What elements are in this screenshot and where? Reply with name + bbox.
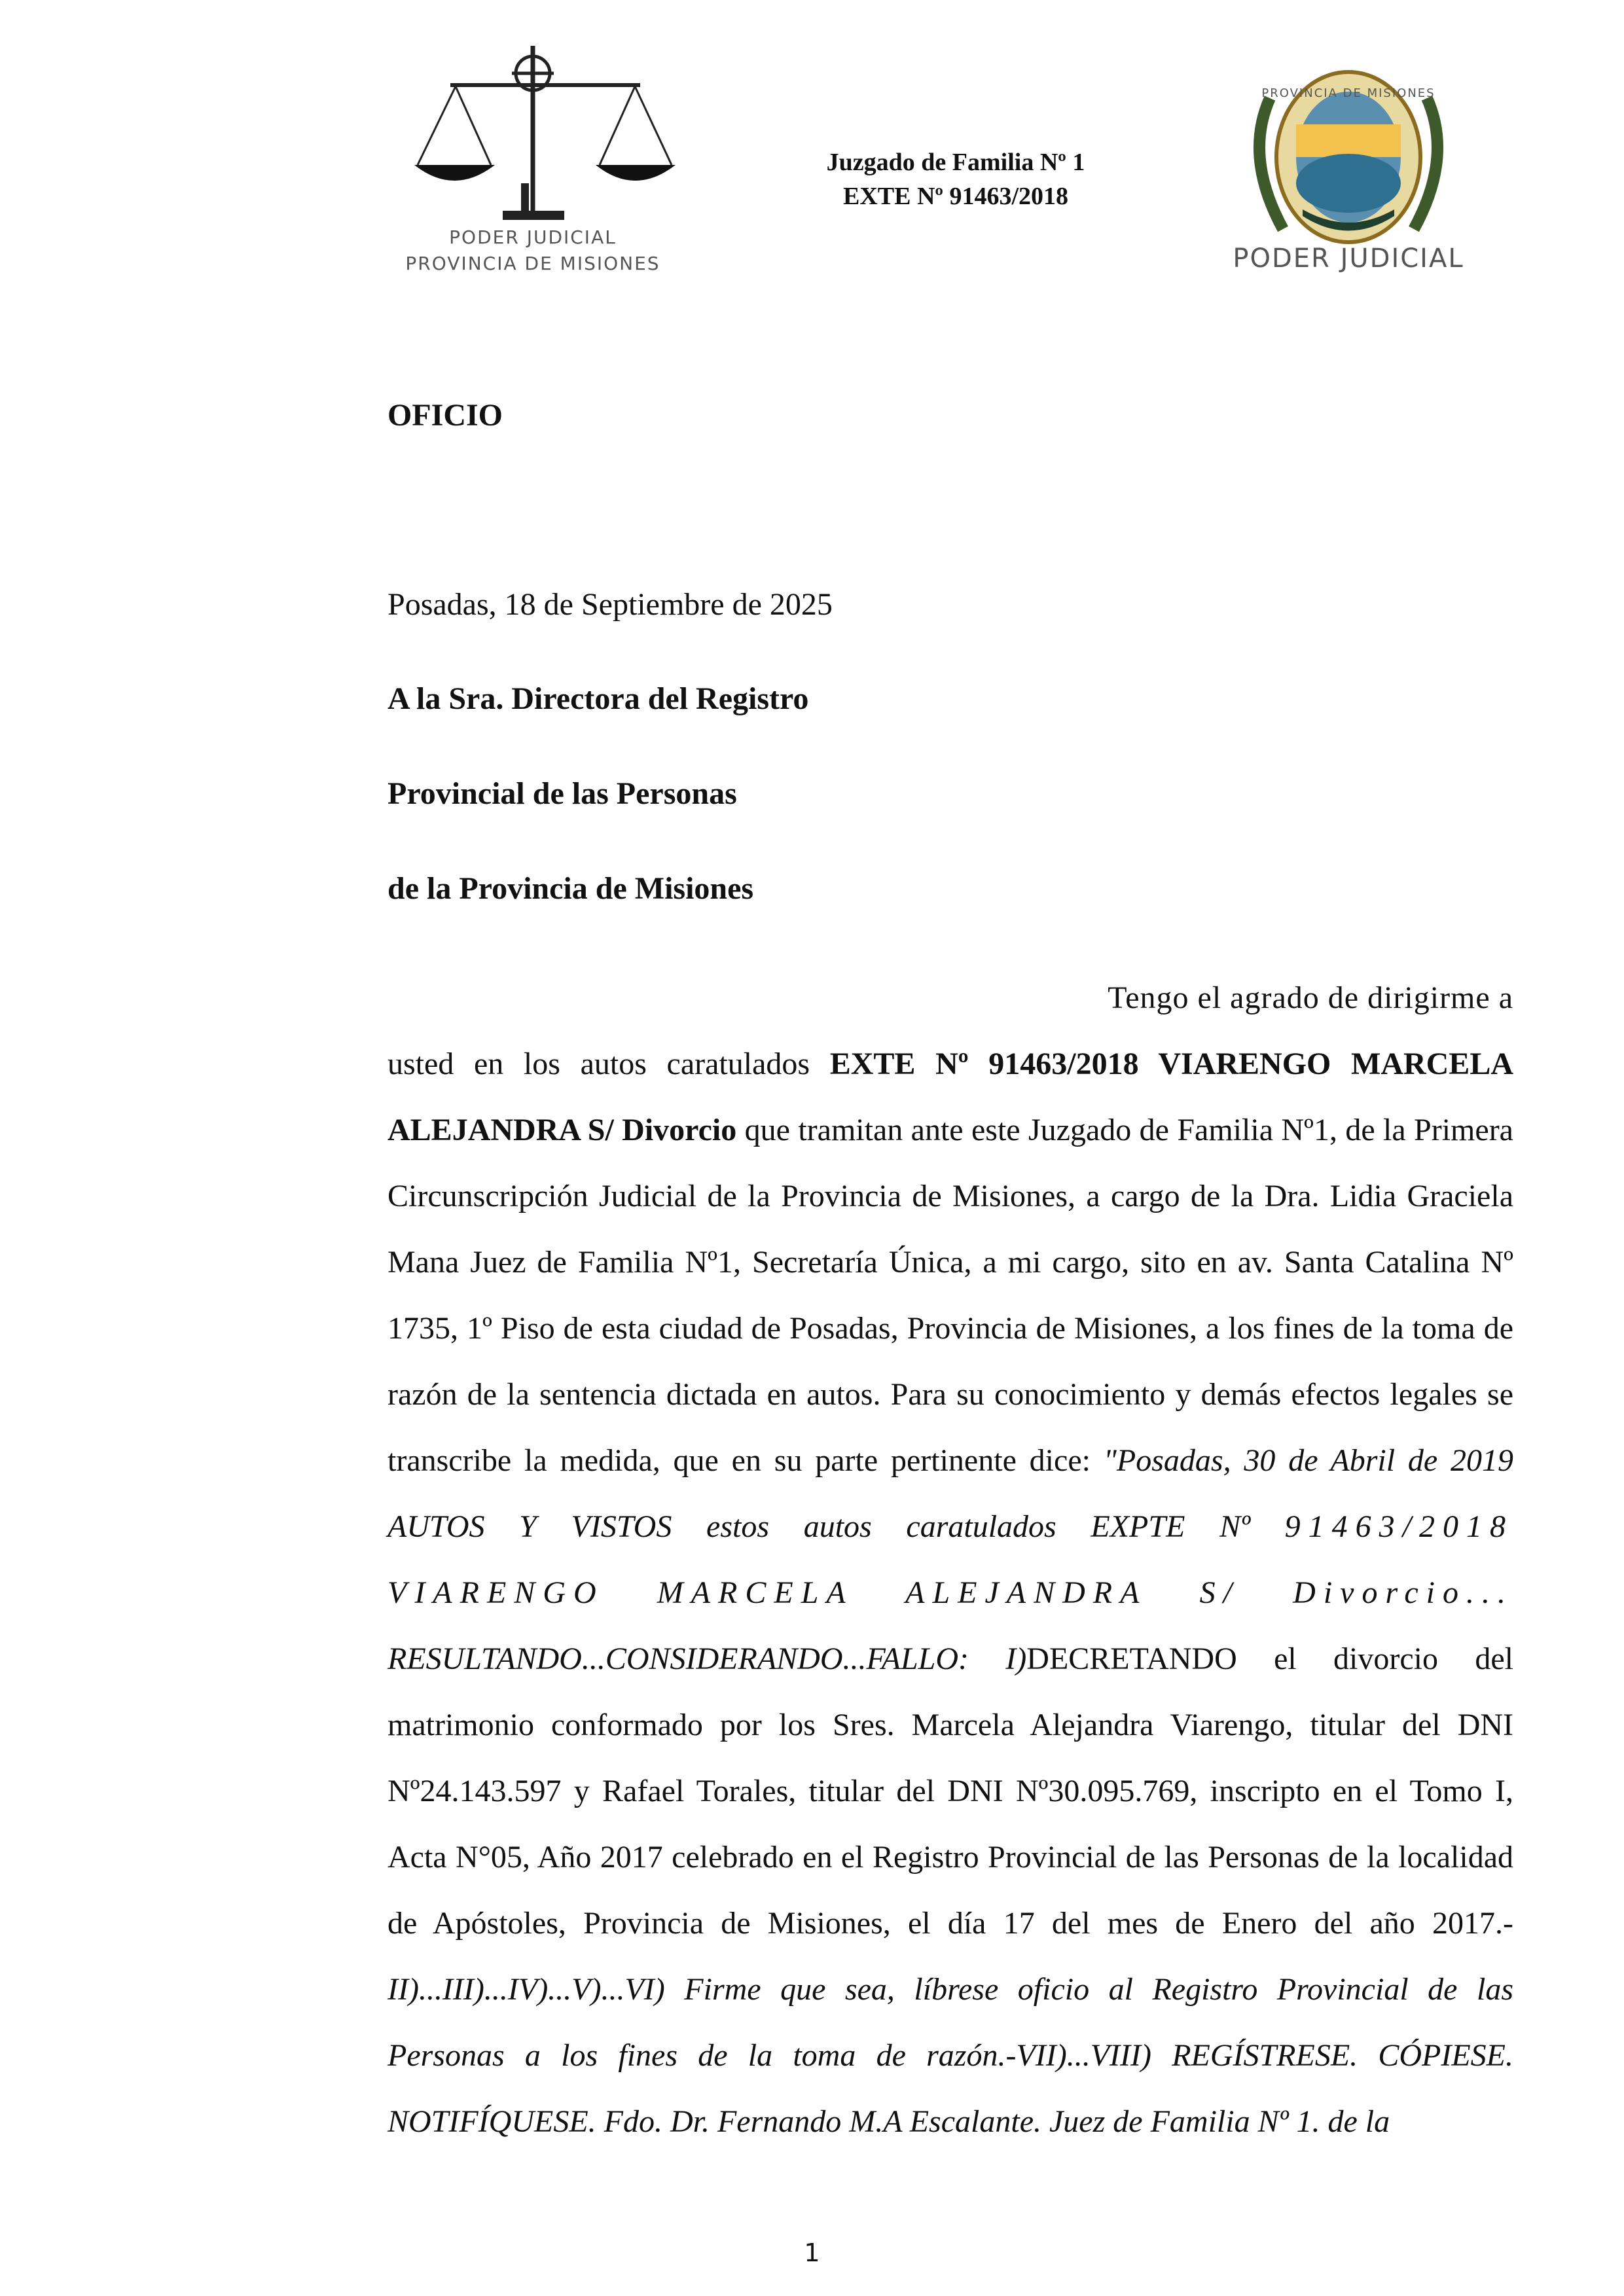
decree-text: DECRETANDO el divorcio del matrimonio conformado por los Sres. Marcela Alejandra Viarengo, titular del DNI Nº24.143.597 y Rafael Torales, titular del DNI Nº30.095.769, inscripto en el Tomo I, Acta N°05, Año 2017 celebrado en el Registro Provincial de las Personas de la localidad de Apóstoles, Provincia de Misiones, el día 17 del mes de Enero del año 2017.- <box>388 1641 1513 1941</box>
quoted-resolution-start: "Posadas, 30 de Abril de 2019 AUTOS Y VISTOS estos autos caratulados EXPTE Nº <box>388 1443 1514 1544</box>
body-opening: Tengo el agrado de dirigirme a <box>1108 980 1513 1015</box>
scales-of-justice-icon <box>405 39 679 295</box>
document-date: Posadas, 18 de Septiembre de 2025 <box>388 587 833 622</box>
poder-judicial-logo-left <box>405 39 679 295</box>
left-logo-line2: PROVINCIA DE MISIONES <box>405 253 660 274</box>
case-number: EXTE Nº 91463/2018 <box>842 183 1069 210</box>
recipient-line-1: A la Sra. Directora del Registro <box>388 681 809 716</box>
court-header <box>772 145 1139 213</box>
right-logo-caption: PODER JUDICIAL <box>1233 243 1464 274</box>
recipient-line-3: de la Provincia de Misiones <box>388 871 754 906</box>
quoted-resolution-end: II)...III)...IV)...V)...VI) Firme que sea, líbrese oficio al Registro Provincial de las Personas a los fines de la toma de razón.-VII)...VIII) REGÍSTRESE. CÓPIESE. NOTIFÍQUESE. Fdo. Dr. Fernando M.A Escalante. Juez de Familia Nº 1. de la <box>388 1972 1513 2139</box>
court-name: Juzgado de Familia Nº 1 <box>826 149 1085 176</box>
shield-arc-text: PROVINCIA DE MISIONES <box>1261 86 1435 100</box>
case-caption: EXTE Nº 91463/2018 VIARENGO MARCELA ALEJANDRA S/ Divorcio <box>388 1047 1514 1147</box>
quoted-resolution-sections: RESULTANDO...CONSIDERANDO...FALLO: I) <box>388 1641 1027 1676</box>
quoted-case-caption: 91463/2018 VIARENGO MARCELA ALEJANDRA S/ Divorcio... <box>388 1509 1513 1610</box>
left-logo-line1: PODER JUDICIAL <box>449 226 617 248</box>
document-title: OFICIO <box>388 398 503 433</box>
body-court-details: que tramitan ante este Juzgado de Familia Nº1, de la Primera Circunscripción Judicial de la Provincia de Misiones, a cargo de la Dra. Lidia Graciela Mana Juez de Familia Nº1, Secretaría Única, a mi cargo, sito en av. Santa Catalina Nº 1735, 1º Piso de esta ciudad de Posadas, Provincia de Misiones, a los fines de la toma de razón de la sentencia dictada en autos. Para su conocimiento y demás efectos legales se transcribe la medida, que en su parte pertinente dice: <box>388 1113 1513 1478</box>
page-number: 1 <box>804 2238 820 2267</box>
recipient-line-2: Provincial de las Personas <box>388 776 737 811</box>
body-intro: usted en los autos caratulados <box>388 1047 830 1081</box>
document-body <box>388 965 1513 2155</box>
provincial-shield-icon <box>1231 59 1499 288</box>
poder-judicial-logo-right <box>1231 59 1499 288</box>
